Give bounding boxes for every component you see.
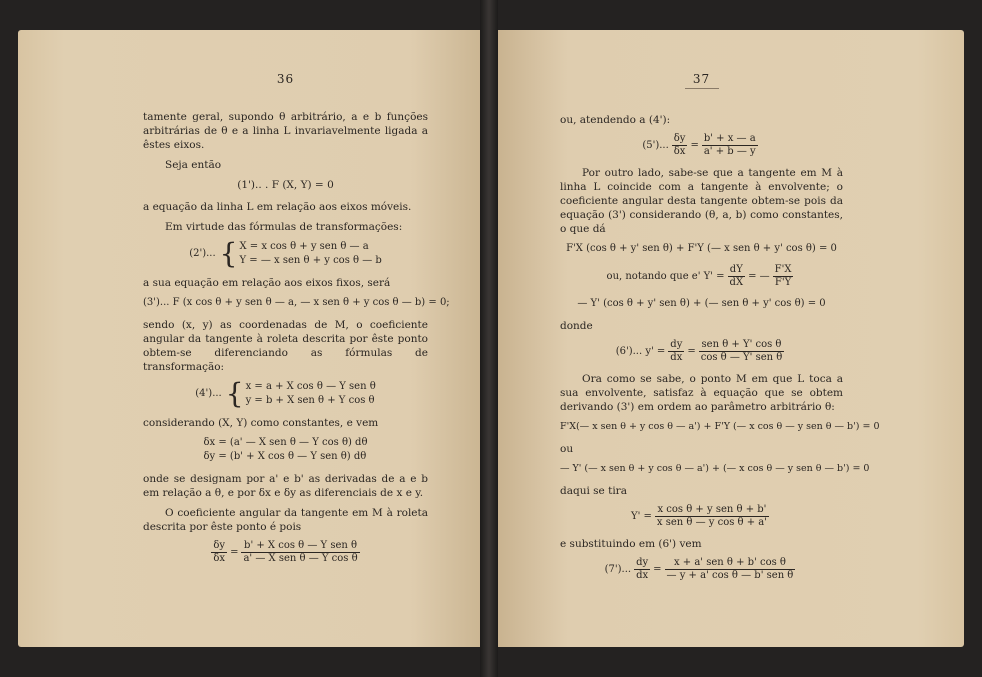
denominator: cos θ — Y' sen θ xyxy=(700,352,783,363)
equals-sign: = — xyxy=(748,270,770,282)
equation-6 xyxy=(143,540,428,565)
equation-y-prime: — Y' (cos θ + y' sen θ) + (— sen θ + y' cos θ) = 0 xyxy=(577,298,826,309)
book-gutter xyxy=(480,0,498,677)
paragraph: daqui se tira xyxy=(560,485,627,497)
paragraph: a equação da linha L em relação aos eixos móveis. xyxy=(143,201,412,213)
equation-row: x = a + X cos θ — Y sen θ xyxy=(245,381,376,392)
paragraph: e substituindo em (6') vem xyxy=(560,538,702,550)
right-page xyxy=(498,30,964,647)
equation-label: (5')... xyxy=(642,139,669,151)
numerator: δy xyxy=(213,540,226,551)
equation-2 xyxy=(143,237,428,270)
numerator: F'X xyxy=(774,264,792,275)
equation-5-prime xyxy=(560,133,843,158)
equation-text: ou, notando que e' Y' = xyxy=(606,270,725,282)
equals-sign: = xyxy=(687,345,696,357)
equation-label: (4')... xyxy=(195,388,222,399)
numerator: sen θ + Y' cos θ xyxy=(699,339,785,352)
denominator: dx xyxy=(670,352,683,363)
equation-label: (6')... y' = xyxy=(615,345,666,357)
left-page-content xyxy=(143,72,450,573)
numerator: x + a' sen θ + b' cos θ xyxy=(665,557,796,570)
equals-sign: = xyxy=(230,546,239,558)
paragraph: donde xyxy=(560,320,593,332)
equation-row: δy = (b' + X cos θ — Y sen θ) dθ xyxy=(203,451,367,462)
equation-envelope-alt: — Y' (— x sen θ + y cos θ — a') + (— x cos θ — y sen θ — b') = 0 xyxy=(560,463,870,474)
fraction xyxy=(699,339,785,364)
equals-sign: = xyxy=(653,563,662,575)
fraction xyxy=(668,339,684,364)
equation-text: Y' = xyxy=(630,510,652,522)
denominator: δx xyxy=(213,553,226,564)
brace: { xyxy=(219,237,238,270)
fraction xyxy=(773,264,794,289)
equation-row: y = b + X sen θ + Y cos θ xyxy=(245,395,375,406)
paragraph: Em virtude das fórmulas de transformações: xyxy=(165,221,403,233)
numerator: dy xyxy=(636,557,649,568)
equation-5 xyxy=(143,436,428,464)
equation-6-prime xyxy=(560,339,843,364)
paragraph: a sua equação em relação aos eixos fixos, será xyxy=(143,277,391,289)
equation-derivative xyxy=(560,264,843,289)
equation-tangent: F'X (cos θ + y' sen θ) + F'Y (— x sen θ + y' cos θ) = 0 xyxy=(566,243,837,254)
paragraph: Ora como se sabe, o ponto M em que L toca a sua envolvente, satisfaz à equação que se obtem derivando (3') em ordem ao parâmetro arbitrário θ: xyxy=(560,373,843,413)
equation-4 xyxy=(143,377,428,410)
denominator: dx xyxy=(636,570,649,581)
denominator: x sen θ — y cos θ + a' xyxy=(656,517,767,528)
equation-row: δx = (a' — X sen θ — Y cos θ) dθ xyxy=(203,437,368,448)
equals-sign: = xyxy=(690,139,699,151)
paragraph: sendo (x, y) as coordenadas de M, o coeficiente angular da tangente à roleta descrita por êste ponto obtem-se diferenciando as fórmulas de transformação: xyxy=(143,319,428,373)
equation-3: (3')... F (x cos θ + y sen θ — a, — x sen θ + y cos θ — b) = 0; xyxy=(143,297,450,308)
paragraph: onde se designam por a' e b' as derivadas de a e b em relação a θ, e por δx e δy as diferenciais de x e y. xyxy=(143,473,428,499)
page-number-left: 36 xyxy=(276,72,295,86)
right-page-content xyxy=(560,72,880,590)
fraction xyxy=(672,133,688,158)
fraction xyxy=(728,264,746,289)
equation-label: (2')... xyxy=(189,248,216,259)
paragraph: Por outro lado, sabe-se que a tangente em M à linha L coincide com a tangente à envolvente; o coeficiente angular desta tangente obtem-se pois da equação (3') considerando (θ, a, b) como constantes, o que dá xyxy=(560,167,843,235)
denominator: a' + b — y xyxy=(703,146,756,157)
equation-rows xyxy=(239,240,381,268)
equation-label: (7')... xyxy=(604,563,632,575)
denominator: a' — X sen θ — Y cos θ xyxy=(243,553,358,564)
equation-row: Y = — x sen θ + y cos θ — b xyxy=(239,255,382,266)
numerator: dY xyxy=(728,264,746,277)
equation-y-prime-solved xyxy=(560,504,843,529)
fraction xyxy=(702,133,758,158)
paragraph: ou, atendendo a (4'): xyxy=(560,114,671,126)
fraction xyxy=(241,540,359,565)
numerator: dy xyxy=(670,339,683,350)
equation-rows xyxy=(204,436,368,464)
paragraph: O coeficiente angular da tangente em M à roleta descrita por êste ponto é pois xyxy=(143,507,428,533)
page-number-right: 37 xyxy=(685,72,719,89)
equation-rows xyxy=(246,380,376,408)
fraction xyxy=(634,557,650,582)
numerator: b' + X cos θ — Y sen θ xyxy=(241,540,359,553)
fraction xyxy=(665,557,796,582)
numerator: x cos θ + y sen θ + b' xyxy=(655,504,769,517)
fraction xyxy=(211,540,227,565)
fraction xyxy=(655,504,769,529)
left-page xyxy=(18,30,480,647)
denominator: — y + a' cos θ — b' sen θ xyxy=(666,570,794,581)
paragraph: ou xyxy=(560,443,574,455)
denominator: F'Y xyxy=(774,277,792,288)
denominator: δx xyxy=(673,146,686,157)
paragraph: considerando (X, Y) como constantes, e vem xyxy=(143,417,379,429)
brace: { xyxy=(225,377,244,410)
numerator: δy xyxy=(673,133,686,144)
equation-7-prime xyxy=(560,557,843,582)
paragraph: Seja então xyxy=(165,159,222,171)
denominator: dX xyxy=(729,277,744,288)
paragraph: tamente geral, supondo θ arbitrário, a e b funções arbitrárias de θ e a linha L invariavelmente ligada a êstes eixos. xyxy=(143,111,428,151)
equation-envelope: F'X(— x sen θ + y cos θ — a') + F'Y (— x cos θ — y sen θ — b') = 0 xyxy=(560,421,880,432)
equation-row: X = x cos θ + y sen θ — a xyxy=(239,241,369,252)
numerator: b' + x — a xyxy=(703,133,756,144)
equation-1: (1').. . F (X, Y) = 0 xyxy=(237,179,334,191)
